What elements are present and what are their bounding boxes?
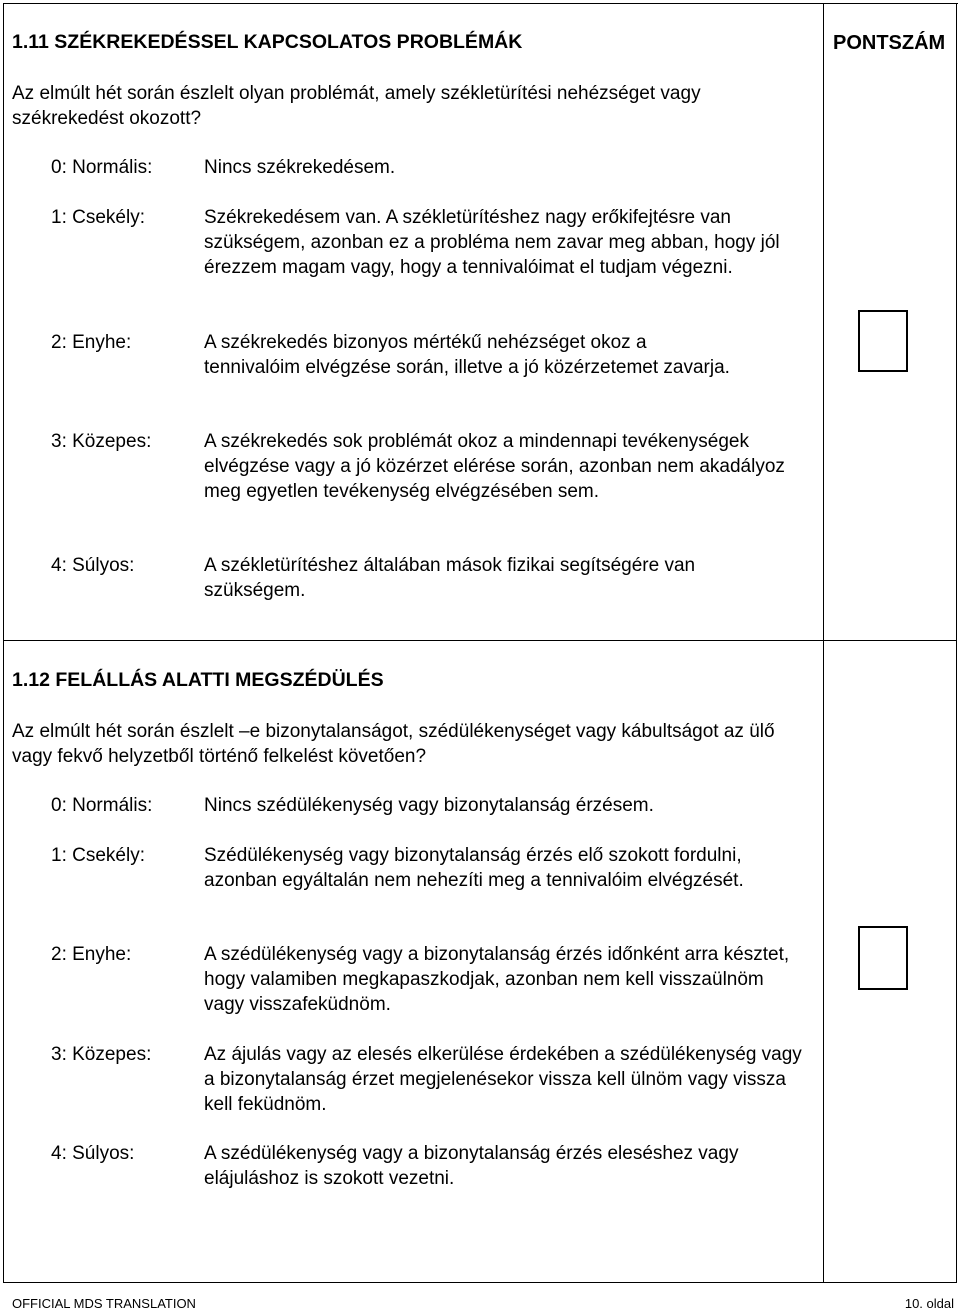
section-title: 1.11 SZÉKREKEDÉSSEL KAPCSOLATOS PROBLÉMÁK	[12, 31, 523, 53]
section-question: Az elmúlt hét során észlelt –e bizonytalanságot, szédülékenységet vagy kábultságot az ülő vagy fekvő helyzetből történő felkelést követően?	[12, 721, 775, 767]
option-label-2: 2: Enyhe:	[51, 332, 132, 353]
score-column-header: PONTSZÁM	[833, 32, 946, 54]
option-text-4: A szédülékenység vagy a bizonytalanság érzés eleséshez vagy elájuláshoz is szokott vezetni.	[204, 1143, 739, 1189]
option-label-4: 4: Súlyos:	[51, 555, 135, 576]
option-label-1: 1: Csekély:	[51, 845, 145, 866]
score-input-box[interactable]	[858, 926, 908, 990]
option-text-4: A székletürítéshez általában mások fizikai segítségére van szükségem.	[204, 555, 696, 601]
option-text-1: Szédülékenység vagy bizonytalanság érzés elő szokott fordulni, azonban egyáltalán nem nehezíti meg a tennivalóim elvégzését.	[204, 845, 744, 891]
option-label-0: 0: Normális:	[51, 795, 153, 816]
score-column-divider	[823, 3, 824, 1283]
option-label-3: 3: Közepes:	[51, 431, 152, 452]
score-input-box[interactable]	[858, 310, 908, 372]
frame-bottom-border	[3, 1282, 957, 1283]
option-text-3: A székrekedés sok problémát okoz a mindennapi tevékenységek elvégzése vagy a jó közérzet elérése során, azonban nem akadályoz meg egyetlen tevékenység elvégzésében sem.	[204, 431, 785, 502]
option-label-3: 3: Közepes:	[51, 1044, 152, 1065]
option-text-2: A székrekedés bizonyos mértékű nehézséget okoz a tennivalóim elvégzése során, illetve a jó közérzetemet zavarja.	[204, 332, 730, 378]
option-text-0: Nincs szédülékenység vagy bizonytalanság érzésem.	[204, 795, 654, 816]
section-divider	[3, 640, 957, 641]
frame-right-border	[956, 3, 957, 1283]
option-label-2: 2: Enyhe:	[51, 944, 132, 965]
option-label-4: 4: Súlyos:	[51, 1143, 135, 1164]
option-label-0: 0: Normális:	[51, 157, 153, 178]
option-label-1: 1: Csekély:	[51, 207, 145, 228]
frame-top-border	[3, 3, 958, 4]
footer-page-number: 10. oldal	[904, 1296, 954, 1311]
section-question: Az elmúlt hét során észlelt olyan problémát, amely székletürítési nehézséget vagy székrekedést okozott?	[12, 83, 701, 129]
frame-left-border	[3, 3, 4, 1283]
option-text-1: Székrekedésem van. A székletürítéshez nagy erőkifejtésre van szükségem, azonban ez a probléma nem zavar meg abban, hogy jól érezzem magam vagy, hogy a tennivalóimat el tudjam végezni.	[204, 207, 780, 278]
option-text-3: Az ájulás vagy az elesés elkerülése érdekében a szédülékenység vagy a bizonytalanság érzet megjelenésekor vissza kell ülnöm vagy vissza kell feküdnöm.	[204, 1044, 802, 1115]
footer-left-text: OFFICIAL MDS TRANSLATION	[12, 1296, 196, 1311]
section-title: 1.12 FELÁLLÁS ALATTI MEGSZÉDÜLÉS	[12, 669, 384, 691]
option-text-0: Nincs székrekedésem.	[204, 157, 396, 178]
option-text-2: A szédülékenység vagy a bizonytalanság érzés időnként arra késztet, hogy valamiben megkapaszkodjak, azonban nem kell visszaülnöm vagy visszafeküdnöm.	[204, 944, 790, 1015]
